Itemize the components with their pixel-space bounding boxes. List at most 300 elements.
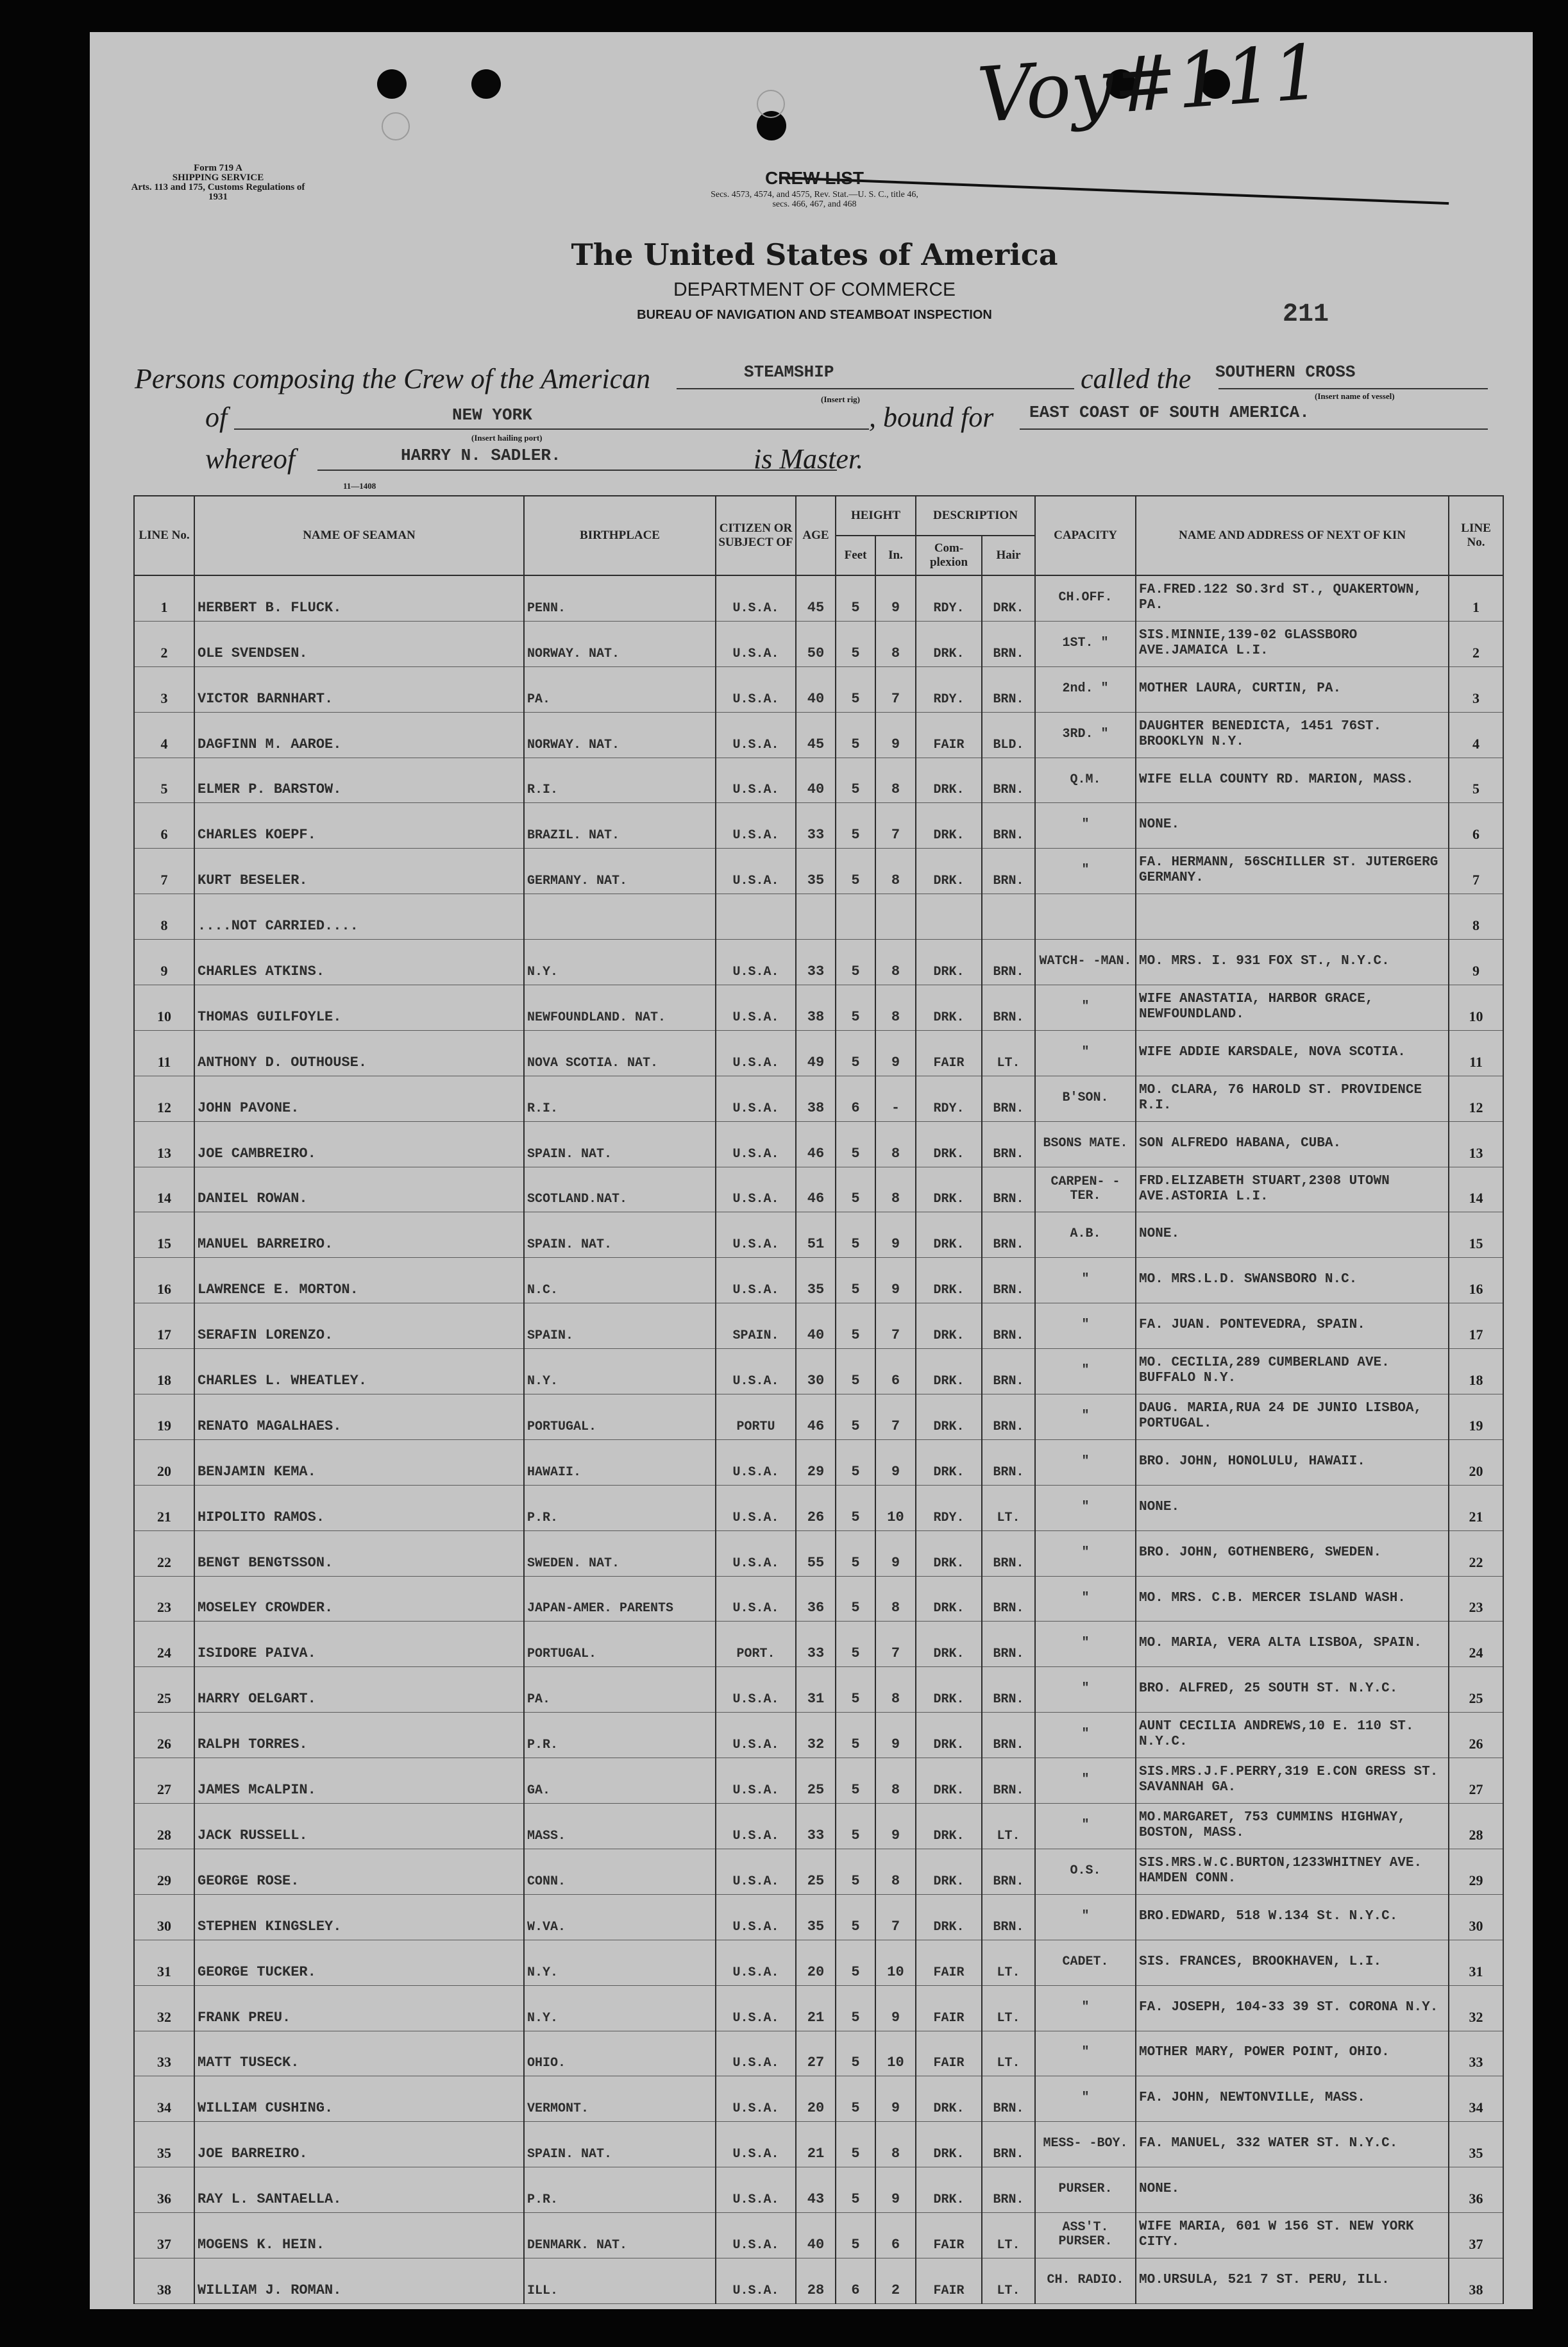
- line-number: 15: [134, 1212, 194, 1258]
- table-row: [134, 1985, 1503, 2031]
- complexion: DRK.: [916, 1849, 982, 1894]
- line-number: 30: [134, 1894, 194, 1940]
- complexion: FAIR: [916, 712, 982, 758]
- height-inches: 10: [875, 2031, 916, 2076]
- line-number: 23: [134, 1576, 194, 1622]
- line-number-right: 1: [1449, 575, 1503, 621]
- table-row: [134, 1894, 1503, 1940]
- capacity: A.B.: [1035, 1212, 1136, 1258]
- citizenship: U.S.A.: [716, 666, 796, 712]
- next-of-kin: [1136, 894, 1449, 940]
- height-inches: 8: [875, 1758, 916, 1804]
- header-capacity: CAPACITY: [1035, 496, 1136, 575]
- height-inches: 7: [875, 1303, 916, 1349]
- table-row: [134, 1804, 1503, 1849]
- seaman-name: ELMER P. BARSTOW.: [194, 758, 524, 803]
- hair: BRN.: [982, 1076, 1035, 1121]
- height-feet: 5: [836, 1894, 875, 1940]
- header-line-no: LINE No.: [134, 496, 194, 575]
- capacity: O.S.: [1035, 1849, 1136, 1894]
- line-number: 28: [134, 1804, 194, 1849]
- hair: BRN.: [982, 1394, 1035, 1440]
- citizenship: U.S.A.: [716, 1940, 796, 1985]
- seaman-name: KURT BESELER.: [194, 849, 524, 894]
- age: 38: [796, 1076, 836, 1121]
- capacity: CH.OFF.: [1035, 575, 1136, 621]
- called-the-label: called the: [1081, 363, 1192, 394]
- hair: LT.: [982, 1804, 1035, 1849]
- height-inches: 8: [875, 849, 916, 894]
- height-feet: 5: [836, 1303, 875, 1349]
- header-feet: Feet: [836, 536, 875, 575]
- table-row: [134, 2122, 1503, 2167]
- seaman-name: GEORGE TUCKER.: [194, 1940, 524, 1985]
- age: 26: [796, 1485, 836, 1530]
- capacity: ": [1035, 1439, 1136, 1485]
- line-number: 38: [134, 2258, 194, 2303]
- line-number-right: 35: [1449, 2122, 1503, 2167]
- line-number: 31: [134, 1940, 194, 1985]
- citizenship: U.S.A.: [716, 2167, 796, 2213]
- age: 30: [796, 1349, 836, 1394]
- seaman-name: STEPHEN KINGSLEY.: [194, 1894, 524, 1940]
- height-inches: 10: [875, 1940, 916, 1985]
- punch-hole: [471, 69, 501, 99]
- next-of-kin: MO. MRS.L.D. SWANSBORO N.C.: [1136, 1258, 1449, 1303]
- height-inches: 9: [875, 2167, 916, 2213]
- age: 51: [796, 1212, 836, 1258]
- seaman-name: RAY L. SANTAELLA.: [194, 2167, 524, 2213]
- next-of-kin: DAUG. MARIA,RUA 24 DE JUNIO LISBOA, PORTUGAL.: [1136, 1394, 1449, 1440]
- seaman-name: CHARLES ATKINS.: [194, 940, 524, 985]
- line-number-right: 2: [1449, 621, 1503, 666]
- height-inches: 7: [875, 666, 916, 712]
- print-code: 11—1408: [343, 481, 376, 491]
- table-row: [134, 1940, 1503, 1985]
- age: 20: [796, 1940, 836, 1985]
- next-of-kin: MOTHER MARY, POWER POINT, OHIO.: [1136, 2031, 1449, 2076]
- header-name: NAME OF SEAMAN: [194, 496, 524, 575]
- next-of-kin: FRD.ELIZABETH STUART,2308 UTOWN AVE.ASTORIA L.I.: [1136, 1167, 1449, 1212]
- capacity: ": [1035, 985, 1136, 1031]
- complexion: DRK.: [916, 940, 982, 985]
- line-number: 25: [134, 1667, 194, 1713]
- citizenship: U.S.A.: [716, 621, 796, 666]
- hair: LT.: [982, 1485, 1035, 1530]
- age: 40: [796, 2213, 836, 2258]
- seaman-name: FRANK PREU.: [194, 1985, 524, 2031]
- punch-hole-outline: [757, 90, 785, 118]
- height-inches: 8: [875, 1667, 916, 1713]
- hair: BRN.: [982, 2167, 1035, 2213]
- handwritten-voyage-note: Voy#111: [975, 27, 1324, 140]
- citizenship: U.S.A.: [716, 1212, 796, 1258]
- birthplace: SWEDEN. NAT.: [524, 1530, 716, 1576]
- height-inches: 8: [875, 2122, 916, 2167]
- vessel-hint: (Insert name of vessel): [1315, 391, 1395, 401]
- height-feet: 5: [836, 621, 875, 666]
- line-number: 1: [134, 575, 194, 621]
- hair: BRN.: [982, 985, 1035, 1031]
- line-number: 12: [134, 1076, 194, 1121]
- next-of-kin: NONE.: [1136, 2167, 1449, 2213]
- line-number: 13: [134, 1121, 194, 1167]
- height-inches: 8: [875, 1849, 916, 1894]
- citizenship: U.S.A.: [716, 849, 796, 894]
- capacity: ": [1035, 1713, 1136, 1758]
- capacity: BSONS MATE.: [1035, 1121, 1136, 1167]
- line-number: 33: [134, 2031, 194, 2076]
- complexion: RDY.: [916, 1076, 982, 1121]
- hair: BRN.: [982, 1849, 1035, 1894]
- line-number: 8: [134, 894, 194, 940]
- next-of-kin: SON ALFREDO HABANA, CUBA.: [1136, 1121, 1449, 1167]
- height-feet: 5: [836, 1212, 875, 1258]
- form-number: Form 719 A: [194, 163, 242, 173]
- age: 45: [796, 575, 836, 621]
- hair: BRN.: [982, 666, 1035, 712]
- next-of-kin: DAUGHTER BENEDICTA, 1451 76ST. BROOKLYN N.Y.: [1136, 712, 1449, 758]
- capacity: ": [1035, 1985, 1136, 2031]
- line-number: 37: [134, 2213, 194, 2258]
- table-row: [134, 1076, 1503, 1121]
- age: 46: [796, 1121, 836, 1167]
- line-number: 11: [134, 1030, 194, 1076]
- capacity: ": [1035, 1804, 1136, 1849]
- height-inches: 8: [875, 940, 916, 985]
- birthplace: N.Y.: [524, 1985, 716, 2031]
- line-number-right: 18: [1449, 1349, 1503, 1394]
- height-inches: 9: [875, 1530, 916, 1576]
- hair: LT.: [982, 1985, 1035, 2031]
- age: 33: [796, 803, 836, 849]
- complexion: DRK.: [916, 1121, 982, 1167]
- capacity: ": [1035, 803, 1136, 849]
- line-number-right: 12: [1449, 1076, 1503, 1121]
- seaman-name: BENGT BENGTSSON.: [194, 1530, 524, 1576]
- hair: BRN.: [982, 1622, 1035, 1667]
- citizenship: U.S.A.: [716, 2031, 796, 2076]
- height-inches: 9: [875, 1212, 916, 1258]
- height-inches: 7: [875, 1894, 916, 1940]
- complexion: DRK.: [916, 621, 982, 666]
- citizenship: PORTU: [716, 1394, 796, 1440]
- next-of-kin: MOTHER LAURA, CURTIN, PA.: [1136, 666, 1449, 712]
- birthplace: DENMARK. NAT.: [524, 2213, 716, 2258]
- next-of-kin: BRO. JOHN, GOTHENBERG, SWEDEN.: [1136, 1530, 1449, 1576]
- birthplace: GA.: [524, 1758, 716, 1804]
- table-row: [134, 1212, 1503, 1258]
- line-number: 22: [134, 1530, 194, 1576]
- seaman-name: JAMES McALPIN.: [194, 1758, 524, 1804]
- table-row: [134, 2076, 1503, 2122]
- hair: BRN.: [982, 1349, 1035, 1394]
- complexion: DRK.: [916, 849, 982, 894]
- height-feet: 5: [836, 1530, 875, 1576]
- seaman-name: MANUEL BARREIRO.: [194, 1212, 524, 1258]
- line-number-right: 15: [1449, 1212, 1503, 1258]
- line-number: 10: [134, 985, 194, 1031]
- master-name: HARRY N. SADLER.: [401, 446, 561, 465]
- age: 38: [796, 985, 836, 1031]
- complexion: FAIR: [916, 1030, 982, 1076]
- age: 40: [796, 666, 836, 712]
- seaman-name: WILLIAM CUSHING.: [194, 2076, 524, 2122]
- birthplace: NEWFOUNDLAND. NAT.: [524, 985, 716, 1031]
- capacity: 2nd. ": [1035, 666, 1136, 712]
- citizenship: U.S.A.: [716, 1849, 796, 1894]
- citizenship: U.S.A.: [716, 985, 796, 1031]
- birthplace: P.R.: [524, 2167, 716, 2213]
- birthplace: N.Y.: [524, 940, 716, 985]
- capacity: CARPEN- -TER.: [1035, 1167, 1136, 1212]
- line-number: 27: [134, 1758, 194, 1804]
- height-inches: 9: [875, 1985, 916, 2031]
- seaman-name: MOGENS K. HEIN.: [194, 2213, 524, 2258]
- height-feet: 5: [836, 1576, 875, 1622]
- next-of-kin: FA. HERMANN, 56SCHILLER ST. JUTERGERG GERMANY.: [1136, 849, 1449, 894]
- line-number-right: 14: [1449, 1167, 1503, 1212]
- line-number: 16: [134, 1258, 194, 1303]
- height-inches: 7: [875, 803, 916, 849]
- line-number-right: 9: [1449, 940, 1503, 985]
- age: 27: [796, 2031, 836, 2076]
- crew-list-sheet: [90, 27, 1533, 2309]
- birthplace: N.Y.: [524, 1349, 716, 1394]
- punch-hole-outline: [382, 112, 410, 140]
- vessel-name: SOUTHERN CROSS: [1215, 362, 1356, 382]
- height-feet: 5: [836, 712, 875, 758]
- line-number: 20: [134, 1439, 194, 1485]
- header-hair: Hair: [982, 536, 1035, 575]
- destination: EAST COAST OF SOUTH AMERICA.: [1029, 403, 1310, 422]
- hailing-port: NEW YORK: [452, 405, 532, 425]
- next-of-kin: AUNT CECILIA ANDREWS,10 E. 110 ST. N.Y.C.: [1136, 1713, 1449, 1758]
- capacity: ": [1035, 1485, 1136, 1530]
- capacity: PURSER.: [1035, 2167, 1136, 2213]
- age: 21: [796, 1985, 836, 2031]
- line-number-right: 29: [1449, 1849, 1503, 1894]
- birthplace: CONN.: [524, 1849, 716, 1894]
- complexion: DRK.: [916, 1258, 982, 1303]
- complexion: DRK.: [916, 1758, 982, 1804]
- age: 33: [796, 1804, 836, 1849]
- next-of-kin: WIFE MARIA, 601 W 156 ST. NEW YORK CITY.: [1136, 2213, 1449, 2258]
- height-feet: 5: [836, 1758, 875, 1804]
- citizenship: U.S.A.: [716, 2122, 796, 2167]
- complexion: DRK.: [916, 1576, 982, 1622]
- capacity: MESS- -BOY.: [1035, 2122, 1136, 2167]
- age: 35: [796, 849, 836, 894]
- citizenship: U.S.A.: [716, 1758, 796, 1804]
- capacity: ": [1035, 1394, 1136, 1440]
- line-number-right: 25: [1449, 1667, 1503, 1713]
- line-number: 18: [134, 1349, 194, 1394]
- table-row: [134, 849, 1503, 894]
- capacity: ": [1035, 1530, 1136, 1576]
- table-row: [134, 1485, 1503, 1530]
- line-number-right: 13: [1449, 1121, 1503, 1167]
- seaman-name: MOSELEY CROWDER.: [194, 1576, 524, 1622]
- line-number-right: 32: [1449, 1985, 1503, 2031]
- citizenship: U.S.A.: [716, 1076, 796, 1121]
- hair: BRN.: [982, 1758, 1035, 1804]
- hair: LT.: [982, 2031, 1035, 2076]
- height-inches: 9: [875, 1258, 916, 1303]
- hair: BRN.: [982, 758, 1035, 803]
- port-line: [234, 428, 869, 430]
- height-inches: 9: [875, 2076, 916, 2122]
- age: 32: [796, 1713, 836, 1758]
- line-number-right: 19: [1449, 1394, 1503, 1440]
- birthplace: SCOTLAND.NAT.: [524, 1167, 716, 1212]
- citizenship: U.S.A.: [716, 712, 796, 758]
- complexion: DRK.: [916, 1212, 982, 1258]
- country-heading: The United States of America: [571, 237, 1058, 272]
- height-feet: 5: [836, 1439, 875, 1485]
- complexion: DRK.: [916, 1349, 982, 1394]
- table-row: [134, 803, 1503, 849]
- line-number: 14: [134, 1167, 194, 1212]
- capacity: 3RD. ": [1035, 712, 1136, 758]
- table-row: [134, 575, 1503, 621]
- next-of-kin: WIFE ELLA COUNTY RD. MARION, MASS.: [1136, 758, 1449, 803]
- age: 35: [796, 1894, 836, 1940]
- hair: BRN.: [982, 1439, 1035, 1485]
- age: 29: [796, 1439, 836, 1485]
- next-of-kin: NONE.: [1136, 1485, 1449, 1530]
- height-feet: 5: [836, 575, 875, 621]
- destination-line: [1020, 428, 1488, 430]
- citizenship: U.S.A.: [716, 758, 796, 803]
- citizenship: U.S.A.: [716, 940, 796, 985]
- complexion: DRK.: [916, 1439, 982, 1485]
- statutes-line: Secs. 4573, 4574, and 4575, Rev. Stat.—U. S. C., title 46,: [711, 190, 918, 199]
- height-inches: 7: [875, 1394, 916, 1440]
- height-feet: 5: [836, 985, 875, 1031]
- line-number: 6: [134, 803, 194, 849]
- complexion: FAIR: [916, 1940, 982, 1985]
- line-number-right: 38: [1449, 2258, 1503, 2303]
- seaman-name: VICTOR BARNHART.: [194, 666, 524, 712]
- height-feet: 5: [836, 1167, 875, 1212]
- hair: BRN.: [982, 1212, 1035, 1258]
- age: 33: [796, 940, 836, 985]
- capacity: CADET.: [1035, 1940, 1136, 1985]
- line-number: 29: [134, 1849, 194, 1894]
- birthplace: R.I.: [524, 758, 716, 803]
- rig-hint: (Insert rig): [821, 394, 861, 404]
- capacity: ": [1035, 1258, 1136, 1303]
- line-number: 24: [134, 1622, 194, 1667]
- form-service: SHIPPING SERVICE: [172, 173, 264, 183]
- line-number: 19: [134, 1394, 194, 1440]
- rig-line: [677, 388, 1074, 389]
- height-inches: 8: [875, 1576, 916, 1622]
- height-feet: 5: [836, 1121, 875, 1167]
- citizenship: U.S.A.: [716, 1121, 796, 1167]
- complexion: DRK.: [916, 2122, 982, 2167]
- age: 45: [796, 712, 836, 758]
- line-number-right: 21: [1449, 1485, 1503, 1530]
- height-feet: 5: [836, 1030, 875, 1076]
- birthplace: PA.: [524, 666, 716, 712]
- height-inches: 8: [875, 985, 916, 1031]
- line-number: 5: [134, 758, 194, 803]
- height-feet: 5: [836, 1713, 875, 1758]
- complexion: DRK.: [916, 1167, 982, 1212]
- hair: BRN.: [982, 1167, 1035, 1212]
- table-row: [134, 1121, 1503, 1167]
- line-number-right: 10: [1449, 985, 1503, 1031]
- height-feet: 5: [836, 1804, 875, 1849]
- height-feet: 6: [836, 1076, 875, 1121]
- height-feet: 5: [836, 1985, 875, 2031]
- department-heading: DEPARTMENT OF COMMERCE: [673, 279, 956, 300]
- line-number: 2: [134, 621, 194, 666]
- table-row: [134, 758, 1503, 803]
- line-number-right: 7: [1449, 849, 1503, 894]
- birthplace: R.I.: [524, 1076, 716, 1121]
- next-of-kin: SIS.MINNIE,139-02 GLASSBORO AVE.JAMAICA L.I.: [1136, 621, 1449, 666]
- citizenship: U.S.A.: [716, 803, 796, 849]
- birthplace: SPAIN. NAT.: [524, 1121, 716, 1167]
- line-number: 17: [134, 1303, 194, 1349]
- height-feet: 6: [836, 2258, 875, 2303]
- next-of-kin: MO. MRS. C.B. MERCER ISLAND WASH.: [1136, 1576, 1449, 1622]
- age: 36: [796, 1576, 836, 1622]
- height-feet: 5: [836, 803, 875, 849]
- next-of-kin: SIS.MRS.W.C.BURTON,1233WHITNEY AVE. HAMDEN CONN.: [1136, 1849, 1449, 1894]
- next-of-kin: MO.MARGARET, 753 CUMMINS HIGHWAY, BOSTON, MASS.: [1136, 1804, 1449, 1849]
- hair: BLD.: [982, 712, 1035, 758]
- hair: BRN.: [982, 1667, 1035, 1713]
- statutes-line: secs. 466, 467, and 468: [772, 199, 857, 209]
- citizenship: U.S.A.: [716, 1985, 796, 2031]
- hair: BRN.: [982, 621, 1035, 666]
- seaman-name: HERBERT B. FLUCK.: [194, 575, 524, 621]
- capacity: ": [1035, 1894, 1136, 1940]
- height-inches: 8: [875, 1167, 916, 1212]
- next-of-kin: FA. JUAN. PONTEVEDRA, SPAIN.: [1136, 1303, 1449, 1349]
- table-row: [134, 1667, 1503, 1713]
- is-master-label: is Master.: [754, 443, 864, 475]
- next-of-kin: FA. MANUEL, 332 WATER ST. N.Y.C.: [1136, 2122, 1449, 2167]
- capacity: ": [1035, 1349, 1136, 1394]
- line-number: 34: [134, 2076, 194, 2122]
- next-of-kin: WIFE ADDIE KARSDALE, NOVA SCOTIA.: [1136, 1030, 1449, 1076]
- hair: BRN.: [982, 2076, 1035, 2122]
- complexion: FAIR: [916, 2258, 982, 2303]
- line-number: 32: [134, 1985, 194, 2031]
- age: 40: [796, 1303, 836, 1349]
- seaman-name: JACK RUSSELL.: [194, 1804, 524, 1849]
- seaman-name: LAWRENCE E. MORTON.: [194, 1258, 524, 1303]
- table-row: [134, 1258, 1503, 1303]
- birthplace: OHIO.: [524, 2031, 716, 2076]
- height-feet: 5: [836, 2213, 875, 2258]
- line-number-right: 34: [1449, 2076, 1503, 2122]
- line-number-right: 4: [1449, 712, 1503, 758]
- next-of-kin: MO. MRS. I. 931 FOX ST., N.Y.C.: [1136, 940, 1449, 985]
- complexion: DRK.: [916, 758, 982, 803]
- seaman-name: BENJAMIN KEMA.: [194, 1439, 524, 1485]
- table-row: [134, 1758, 1503, 1804]
- height-inches: 7: [875, 1622, 916, 1667]
- complexion: RDY.: [916, 1485, 982, 1530]
- line-number-right: 8: [1449, 894, 1503, 940]
- age: 33: [796, 1622, 836, 1667]
